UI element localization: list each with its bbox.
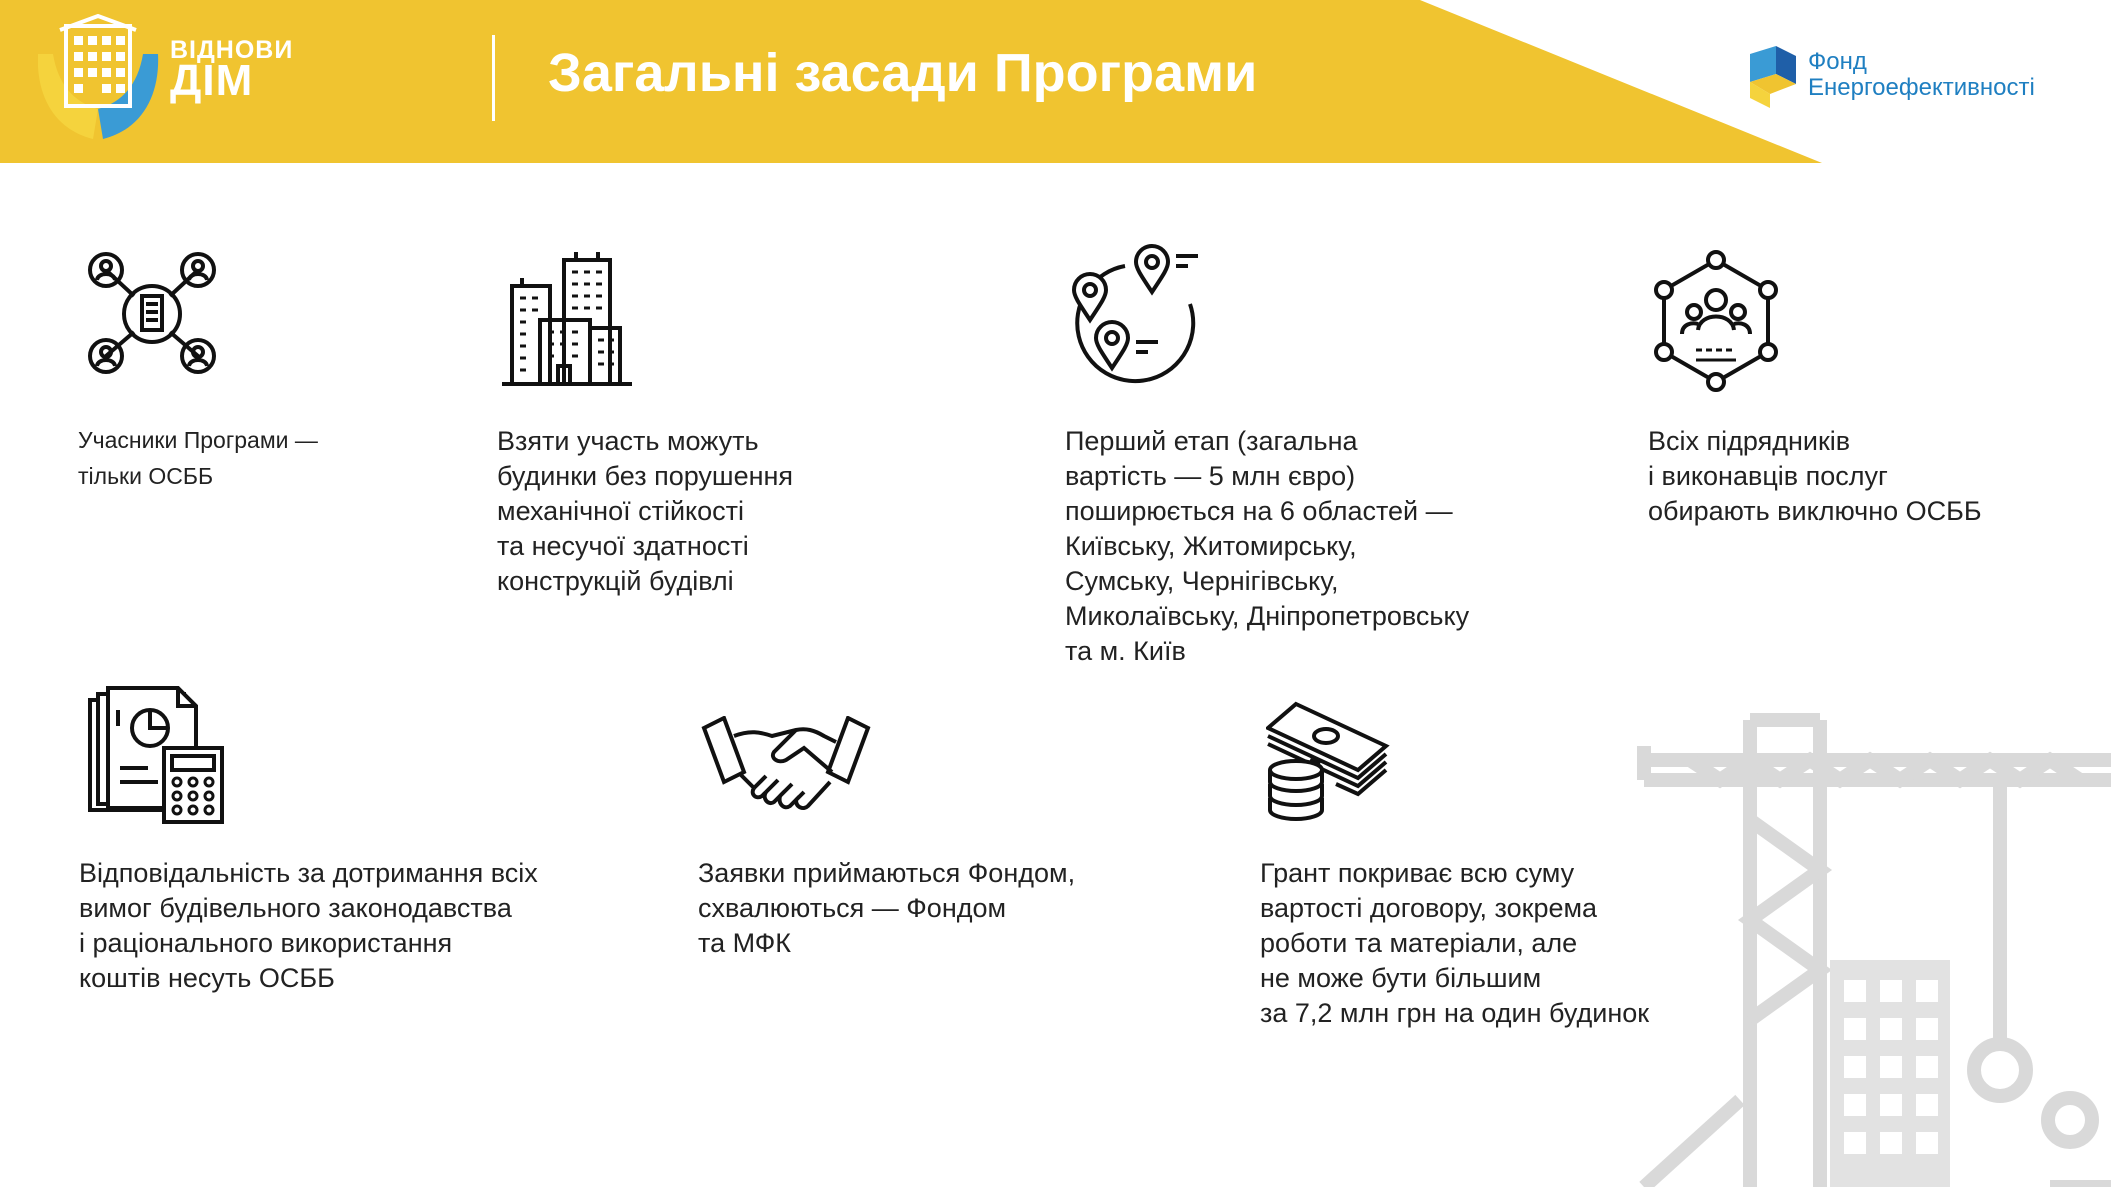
construction-crane-watermark-icon bbox=[1630, 700, 2111, 1187]
header-divider bbox=[492, 35, 495, 121]
item-text-first-stage: Перший етап (загальна вартість — 5 млн євро) поширюється на 6 областей — Київську, Житомирську, Сумську, Чернігівську, Миколаївську, Дніпропетровську та м. Київ bbox=[1065, 426, 1470, 666]
team-network-icon bbox=[1646, 250, 1786, 402]
fund-logo-mark-icon bbox=[1740, 46, 1802, 108]
item-text-participants: Учасники Програми — тільки ОСББ bbox=[78, 427, 318, 489]
buildings-icon bbox=[500, 250, 635, 390]
handshake-icon bbox=[700, 716, 872, 820]
header-banner bbox=[0, 0, 2111, 163]
map-pins-icon bbox=[1070, 244, 1210, 394]
fund-name-line1: Фонд bbox=[1808, 48, 1867, 75]
logo-text-top: ВІДНОВИ bbox=[170, 36, 294, 64]
network-people-icon bbox=[84, 248, 220, 378]
item-text-responsibility: Відповідальність за дотримання всіх вимог будівельного законодавства і раціонального використання коштів несуть ОСББ bbox=[79, 858, 538, 993]
logo-text-bottom: ДІМ bbox=[170, 56, 254, 105]
item-text-grant: Грант покриває всю суму вартості договору, зокрема роботи та матеріали, але не може бути більшим за 7,2 млн грн на один будинок bbox=[1260, 858, 1650, 1028]
page-title: Загальні засади Програми bbox=[548, 43, 1258, 103]
energy-fund-logo bbox=[1740, 42, 2100, 112]
item-text-buildings: Взяти участь можуть будинки без порушення механічної стійкості та несучої здатності конструкцій будівлі bbox=[497, 426, 794, 596]
fund-name-line2: Енергоефективності bbox=[1808, 74, 2035, 101]
item-text-applications: Заявки приймаються Фондом, схвалюються — Фондом та МФК bbox=[698, 858, 1076, 958]
money-coins-icon bbox=[1266, 700, 1392, 826]
item-text-contractors: Всіх підрядників і виконавців послуг обирають виключно ОСББ bbox=[1648, 426, 1982, 526]
documents-calculator-icon bbox=[88, 686, 228, 826]
